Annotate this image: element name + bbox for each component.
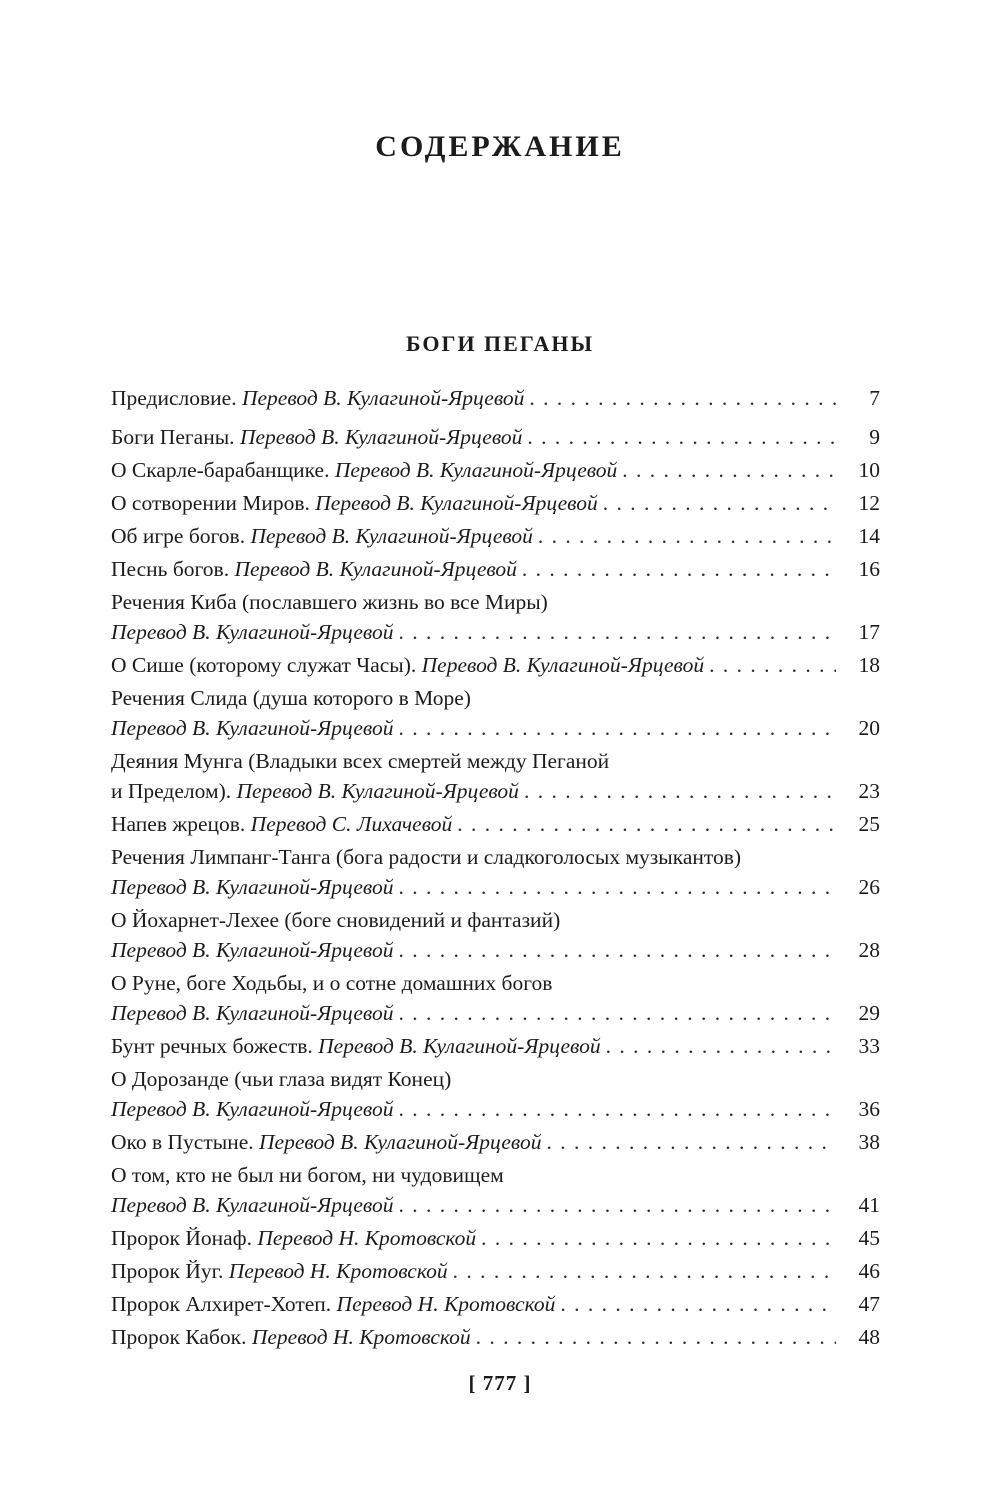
story-title: Око в Пустыне. [111,1130,259,1154]
translator-credit: Перевод В. Кулагиной-Ярцевой [318,1034,601,1058]
translator-credit: Перевод Н. Кротовской [228,1259,448,1283]
toc-page-number: 7 [869,386,880,410]
toc-entry-leader-line [111,713,880,743]
toc-page-number: 45 [858,1226,880,1250]
translator-credit: Перевод В. Кулагиной-Ярцевой [111,620,394,644]
toc-page-number: 26 [858,875,880,899]
toc-page-number: 48 [858,1325,880,1349]
toc-entry-leader-line [111,1127,880,1157]
toc-page-number: 14 [858,524,880,548]
translator-credit: Перевод В. Кулагиной-Ярцевой [111,716,394,740]
toc-entry-label [111,1190,393,1220]
toc-entry [111,968,880,1028]
toc-entry-label [111,776,519,806]
translator-credit: Перевод В. Кулагиной-Ярцевой [315,491,598,515]
toc-entry [111,1256,880,1286]
dot-leader [398,617,836,647]
dot-leader [560,1289,836,1319]
toc-entry [111,809,880,839]
story-title: Бунт речных божеств. [111,1034,319,1058]
toc-entry [111,1127,880,1157]
toc-entry-leader-line [111,1322,880,1352]
toc-entries [111,383,880,1355]
story-title: О сотворении Миров. [111,491,316,515]
toc-entry-label [111,1067,451,1091]
toc-page-number: 25 [858,812,880,836]
toc-page-number: 18 [858,653,880,677]
translator-credit: Перевод В. Кулагиной-Ярцевой [236,779,519,803]
toc-entry [111,1289,880,1319]
toc-entry-leader-line [111,935,880,965]
dot-leader [538,521,836,551]
translator-credit: Перевод Н. Кротовской [336,1292,556,1316]
toc-entry [111,746,880,806]
story-title: Пророк Йонаф. [111,1226,258,1250]
toc-entry-leader-line [111,521,880,551]
toc-entry [111,1223,880,1253]
toc-page-number: 33 [858,1034,880,1058]
translator-credit: Перевод В. Кулагиной-Ярцевой [111,875,394,899]
toc-entry-leader-line [111,809,880,839]
dot-leader [453,1256,836,1286]
toc-entry-label [111,935,393,965]
toc-entry-line [111,1160,880,1190]
story-title: Пророк Алхирет-Хотеп. [111,1292,337,1316]
translator-credit: Перевод Н. Кротовской [257,1226,477,1250]
story-title: Боги Пеганы. [111,425,240,449]
toc-entry [111,683,880,743]
toc-entry-label [111,617,393,647]
toc-entry-line [111,1064,880,1094]
story-title: Песнь богов. [111,557,235,581]
toc-entry-leader-line [111,1031,880,1061]
story-title: О Дорозанде (чьи глаза видят Конец) [111,1067,452,1091]
toc-entry-label [111,1223,476,1253]
story-title: Пророк Йуг. [111,1259,229,1283]
toc-entry-label [111,749,609,773]
toc-entry-line [111,587,880,617]
dot-leader [522,554,836,584]
toc-entry-leader-line [111,1223,880,1253]
toc-entry-line [111,905,880,935]
toc-entry-leader-line [111,488,880,518]
toc-entry [111,521,880,551]
story-title: Деяния Мунга (Владыки всех смертей между Пеганой [111,749,610,773]
dot-leader [398,872,836,902]
dot-leader [606,1031,836,1061]
toc-entry-leader-line [111,776,880,806]
toc-entry-leader-line [111,1289,880,1319]
toc-entry-label [111,872,393,902]
toc-entry-label [111,521,533,551]
toc-entry-label [111,488,598,518]
toc-entry [111,422,880,452]
toc-entry-label [111,686,471,710]
toc-entry-leader-line [111,554,880,584]
dot-leader [709,650,836,680]
toc-page-number: 10 [858,458,880,482]
toc-entry-leader-line [111,455,880,485]
translator-credit: Перевод С. Лихачевой [250,812,453,836]
toc-entry-label [111,845,741,869]
toc-page-number: 47 [858,1292,880,1316]
toc-entry-label [111,1031,601,1061]
toc-entry-label [111,971,552,995]
toc-entry-label [111,1163,504,1187]
toc-entry [111,488,880,518]
translator-credit: Перевод В. Кулагиной-Ярцевой [111,938,394,962]
translator-credit: Перевод В. Кулагиной-Ярцевой [241,386,525,410]
translator-credit: Перевод В. Кулагиной-Ярцевой [111,1097,394,1121]
toc-entry-line [111,746,880,776]
story-title: Предисловие. [111,386,242,410]
toc-page-number: 38 [858,1130,880,1154]
story-title: Напев жрецов. [111,812,251,836]
toc-entry [111,650,880,680]
toc-page-number: 36 [858,1097,880,1121]
dot-leader [398,935,836,965]
toc-entry [111,554,880,584]
story-title: О том, кто не был ни богом, ни чудовищем [111,1163,504,1187]
toc-entry-label [111,383,524,413]
toc-entry-leader-line [111,650,880,680]
dot-leader [622,455,836,485]
toc-entry [111,1064,880,1124]
toc-entry [111,905,880,965]
toc-entry [111,383,880,413]
toc-page-number: 17 [858,620,880,644]
toc-entry [111,1322,880,1352]
story-title: Речения Слида (душа которого в Море) [111,686,471,710]
story-title: Речения Киба (пославшего жизнь во все Миры) [111,590,548,614]
translator-credit: Перевод В. Кулагиной-Ярцевой [334,458,618,482]
toc-page-number: 20 [858,716,880,740]
toc-entry-line [111,968,880,998]
toc-entry [111,1160,880,1220]
story-title: Об игре богов. [111,524,251,548]
toc-entry-label [111,1094,393,1124]
story-title: О Руне, боге Ходьбы, и о сотне домашних богов [111,971,553,995]
translator-credit: Перевод В. Кулагиной-Ярцевой [421,653,705,677]
toc-entry-label [111,455,617,485]
folio-page-number: [ 777 ] [468,1371,532,1395]
toc-entry-label [111,1127,541,1157]
translator-credit: Перевод Н. Кротовской [251,1325,471,1349]
dot-leader [398,998,836,1028]
toc-entry-label [111,1322,471,1352]
story-title: Речения Лимпанг-Танга (бога радости и сладкоголосых музыкантов) [111,845,742,869]
toc-entry-leader-line [111,1094,880,1124]
translator-credit: Перевод В. Кулагиной-Ярцевой [111,1001,394,1025]
translator-credit: Перевод В. Кулагиной-Ярцевой [234,557,517,581]
story-title: О Сише (которому служат Часы). [111,653,422,677]
story-title: Пророк Кабок. [111,1325,252,1349]
dot-leader [398,1094,836,1124]
toc-page-number: 46 [858,1259,880,1283]
toc-entry-label [111,809,452,839]
toc-entry-label [111,998,393,1028]
toc-entry-leader-line [111,1256,880,1286]
toc-page-number: 29 [858,1001,880,1025]
page-title: СОДЕРЖАНИЕ [375,130,625,163]
toc-entry-line [111,683,880,713]
story-title: О Йохарнет-Лехее (боге сновидений и фантазий) [111,908,561,932]
toc-page-number: 41 [858,1193,880,1217]
toc-entry-label [111,908,560,932]
toc-entry-leader-line [111,998,880,1028]
story-title: О Скарле-барабанщике. [111,458,335,482]
toc-entry [111,842,880,902]
toc-page-number: 28 [858,938,880,962]
dot-leader [546,1127,836,1157]
toc-entry-leader-line [111,422,880,452]
dot-leader [476,1322,836,1352]
toc-page-number: 23 [858,779,880,803]
dot-leader [481,1223,836,1253]
dot-leader [398,713,836,743]
story-title: и Пределом). [111,779,237,803]
toc-entry-label [111,1289,555,1319]
toc-entry-leader-line [111,872,880,902]
translator-credit: Перевод В. Кулагиной-Ярцевой [239,425,523,449]
dot-leader [457,809,836,839]
toc-entry [111,455,880,485]
toc-entry-leader-line [111,383,880,413]
dot-leader [524,776,836,806]
toc-page-number: 9 [869,425,880,449]
translator-credit: Перевод В. Кулагиной-Ярцевой [259,1130,542,1154]
toc-entry-leader-line [111,617,880,647]
dot-leader [603,488,836,518]
toc-entry-label [111,422,522,452]
section-title: БОГИ ПЕГАНЫ [405,331,595,356]
toc-entry [111,1031,880,1061]
toc-entry-label [111,554,517,584]
toc-entry-label [111,713,393,743]
dot-leader [398,1190,836,1220]
toc-page-number: 16 [858,557,880,581]
translator-credit: Перевод В. Кулагиной-Ярцевой [111,1193,394,1217]
dot-leader [527,422,836,452]
toc-entry [111,587,880,647]
toc-entry-line [111,842,880,872]
toc-entry-label [111,590,548,614]
toc-entry-label [111,1256,448,1286]
toc-page-number: 12 [858,491,880,515]
toc-entry-label [111,650,704,680]
toc-entry-leader-line [111,1190,880,1220]
dot-leader [529,383,836,413]
translator-credit: Перевод В. Кулагиной-Ярцевой [250,524,533,548]
